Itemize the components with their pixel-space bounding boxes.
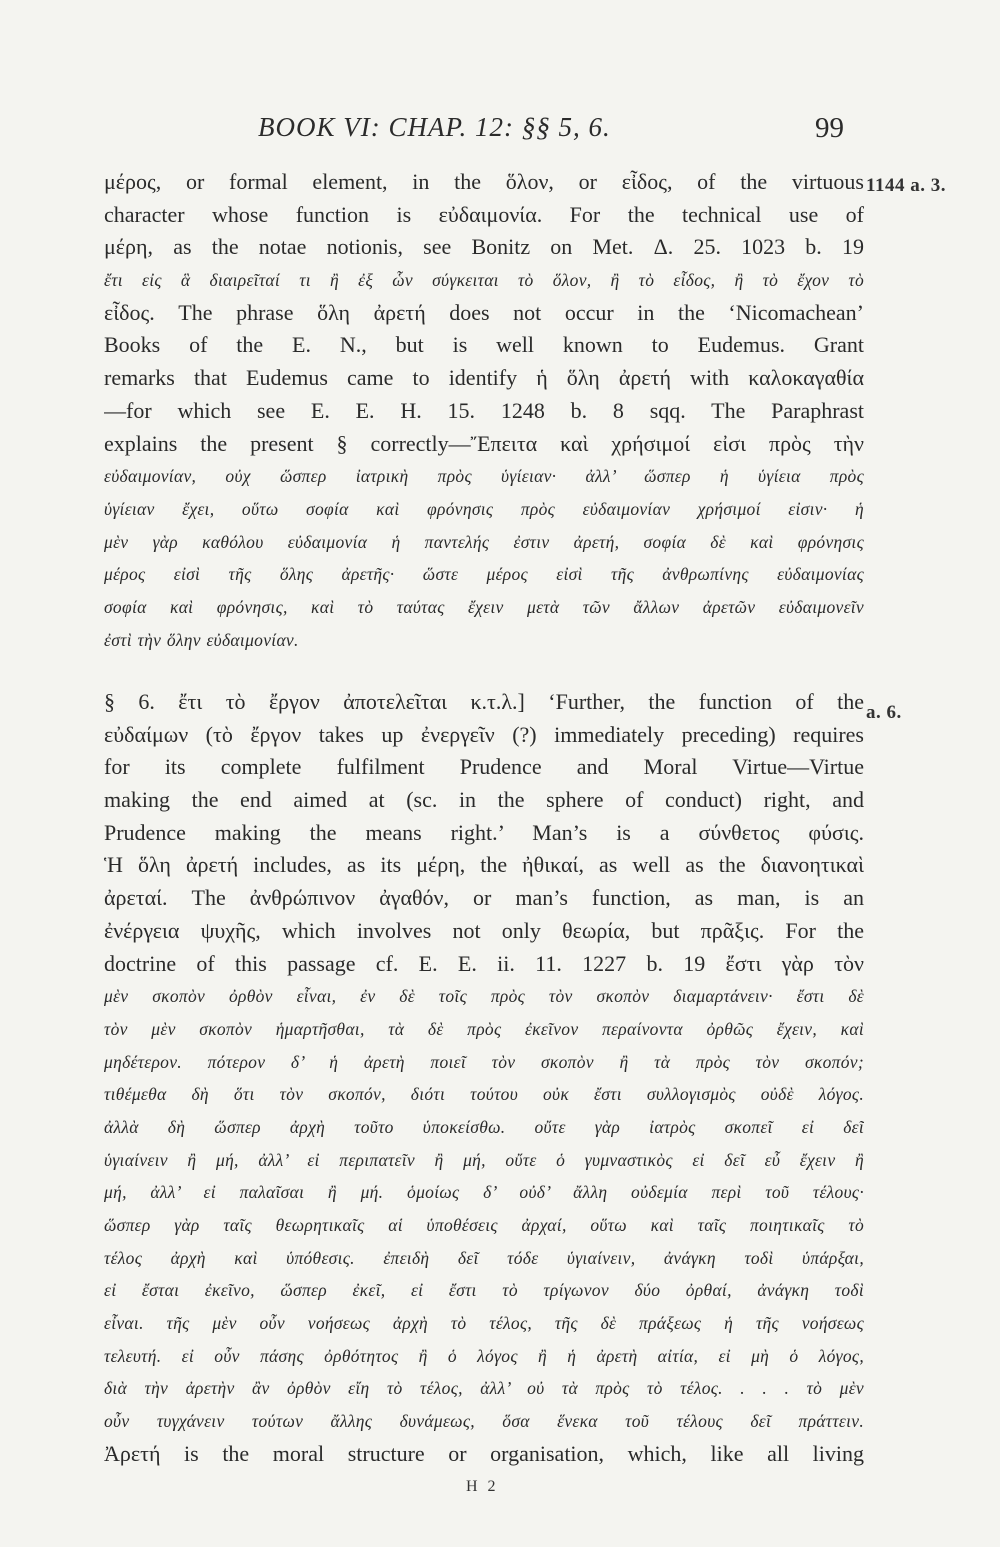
text-line: εἶναι. τῆς μὲν οὖν νοήσεως ἀρχὴ τὸ τέλος, τῆς δὲ πράξεως ἡ τῆς νοήσεως [104,1313,864,1334]
text-line: μὲν σκοπὸν ὀρθὸν εἶναι, ἐν δὲ τοῖς πρὸς τὸν σκοπὸν διαμαρτάνειν· ἔστι δὲ [104,986,864,1007]
text-line: Ἡ ὅλη ἀρετή includes, as its μέρη, the ἠθικαί, as well as the διανοητικαὶ [104,852,864,878]
text-line: εὐδαιμονίαν, οὐχ ὥσπερ ἰατρικὴ πρὸς ὑγίειαν· ἀλλ’ ὥσπερ ἡ ὑγίεια πρὸς [104,466,864,487]
text-line: ἀρεταί. The ἀνθρώπινον ἀγαθόν, or man’s function, as man, is an [104,885,864,911]
margin-reference: 1144 a. 3. [866,175,946,196]
text-line: τέλος ἀρχὴ καὶ ὑπόθεσις. ἐπειδὴ δεῖ τόδε ὑγιαίνειν, ἀνάγκη τοδὶ ὑπάρξαι, [104,1247,864,1268]
text-line: ἐνέργεια ψυχῆς, which involves not only θεωρία, but πρᾶξις. For the [104,917,864,943]
text-line: εἰ ἔσται ἐκεῖνο, ὥσπερ ἐκεῖ, εἰ ἔστι τὸ τρίγωνον δύο ὀρθαί, ἀνάγκη τοδὶ [104,1280,864,1301]
text-line: μέρος εἰσὶ τῆς ὅλης ἀρετῆς· ὥστε μέρος εἰσὶ τῆς ἀνθρωπίνης εὐδαιμονίας [104,564,864,585]
text-line: μέρη, as the notae notionis, see Bonitz on Met. Δ. 25. 1023 b. 19 [104,234,864,260]
text-line: μέρος, or formal element, in the ὅλον, or εἶδος, of the virtuous [104,169,864,194]
text-line: μὲν γὰρ καθόλου εὐδαιμονία ἡ παντελής ἐστιν ἀρετή, σοφία δὲ καὶ φρόνησις [104,531,864,552]
text-line: for its complete fulfilment Prudence and Moral Virtue—Virtue [104,754,864,780]
text-line: σοφία καὶ φρόνησις, καὶ τὸ ταύτας ἔχειν μετὰ τῶν ἄλλων ἀρετῶν εὐδαιμονεῖν [104,596,864,617]
signature-mark: H 2 [466,1478,499,1495]
text-line: διὰ τὴν ἀρετὴν ἂν ὀρθὸν εἴη τὸ τέλος, ἀλλ’ οὐ τὰ πρὸς τὸ τέλος. . . . τὸ μὲν [104,1378,864,1399]
text-line: μή, ἀλλ’ εἰ παλαῖσαι ἢ μή. ὁμοίως δ’ οὐδ’ ἄλλη οὐδεμία περὶ τοῦ τέλους· [104,1182,864,1203]
text-line: εὐδαίμων (τὸ ἔργον takes up ἐνεργεῖν (?) immediately preceding) requires [104,721,864,747]
text-line: doctrine of this passage cf. E. E. ii. 11. 1227 b. 19 ἔστι γὰρ τὸν [104,950,864,976]
text-line: explains the present § correctly—Ἔπειτα καὶ χρήσιμοί εἰσι πρὸς τὴν [104,430,864,456]
text-line: § 6. ἔτι τὸ ἔργον ἀποτελεῖται κ.τ.λ.] ‘Further, the function of the [104,689,864,714]
text-line: —for which see E. E. H. 15. 1248 b. 8 sqq. The Paraphrast [104,397,864,423]
text-line: τελευτή. εἰ οὖν πάσης ὀρθότητος ἢ ὁ λόγος ἢ ἡ ἀρετὴ αἰτία, εἰ μὴ ὁ λόγος, [104,1345,864,1366]
margin-reference: a. 6. [866,702,902,723]
commentary-paragraph [104,166,864,656]
text-line: remarks that Eudemus came to identify ἡ ὅλη ἀρετή with καλοκαγαθία [104,365,864,391]
text-line: ἀλλὰ δὴ ὥσπερ ἀρχὴ τοῦτο ὑποκείσθω. οὔτε γὰρ ἰατρὸς σκοπεῖ εἰ δεῖ [104,1116,864,1137]
text-line: οὖν τυγχάνειν τούτων ἄλλης δυνάμεως, ὅσα ἕνεκα τοῦ τέλους δεῖ πράττειν. [104,1411,864,1432]
text-line: Books of the E. N., but is well known to Eudemus. Grant [104,332,864,358]
text-line: ἔτι εἰς ἃ διαιρεῖταί τι ἢ ἐξ ὧν σύγκειται τὸ ὅλον, ἢ τὸ εἶδος, ἢ τὸ ἔχον τὸ [104,270,864,291]
text-line: ὥσπερ γὰρ ταῖς θεωρητικαῖς αἱ ὑποθέσεις ἀρχαί, οὕτω καὶ ταῖς ποιητικαῖς τὸ [104,1215,864,1235]
commentary-paragraph [104,686,864,1471]
text-line: ἐστὶ τὴν ὅλην εὐδαιμονίαν. [104,629,299,650]
text-line: Ἀρετή is the moral structure or organisation, which, like all living [104,1440,864,1466]
text-line: μηδέτερον. πότερον δ’ ἡ ἀρετὴ ποιεῖ τὸν σκοπὸν ἢ τὰ πρὸς τὸν σκοπόν; [104,1051,864,1072]
text-line: τιθέμεθα δὴ ὅτι τὸν σκοπόν, διότι τούτου οὐκ ἔστι συλλογισμὸς οὐδὲ λόγος. [104,1084,864,1105]
text-line: ὑγίειαν ἔχει, οὕτω σοφία καὶ φρόνησις πρὸς εὐδαιμονίαν χρήσιμοί εἰσιν· ἡ [104,498,864,519]
text-line: ὑγιαίνειν ἢ μή, ἀλλ’ εἰ περιπατεῖν ἢ μή, οὔτε ὁ γυμναστικὸς εἰ δεῖ εὖ ἔχειν ἢ [104,1149,864,1170]
page-number: 99 [815,112,844,144]
text-line: Prudence making the means right.’ Man’s is a σύνθετος φύσις. [104,819,864,845]
text-line: εἶδος. The phrase ὅλη ἀρετή does not occur in the ‘Nicomachean’ [104,299,864,325]
text-line: character whose function is εὐδαιμονία. For the technical use of [104,201,864,227]
text-line: τὸν μὲν σκοπὸν ἡμαρτῆσθαι, τὰ δὲ πρὸς ἐκεῖνον περαίνοντα ὀρθῶς ἔχειν, καὶ [104,1018,864,1039]
running-head: BOOK VI: CHAP. 12: §§ 5, 6. [258,112,611,142]
text-line: making the end aimed at (sc. in the sphere of conduct) right, and [104,787,864,813]
